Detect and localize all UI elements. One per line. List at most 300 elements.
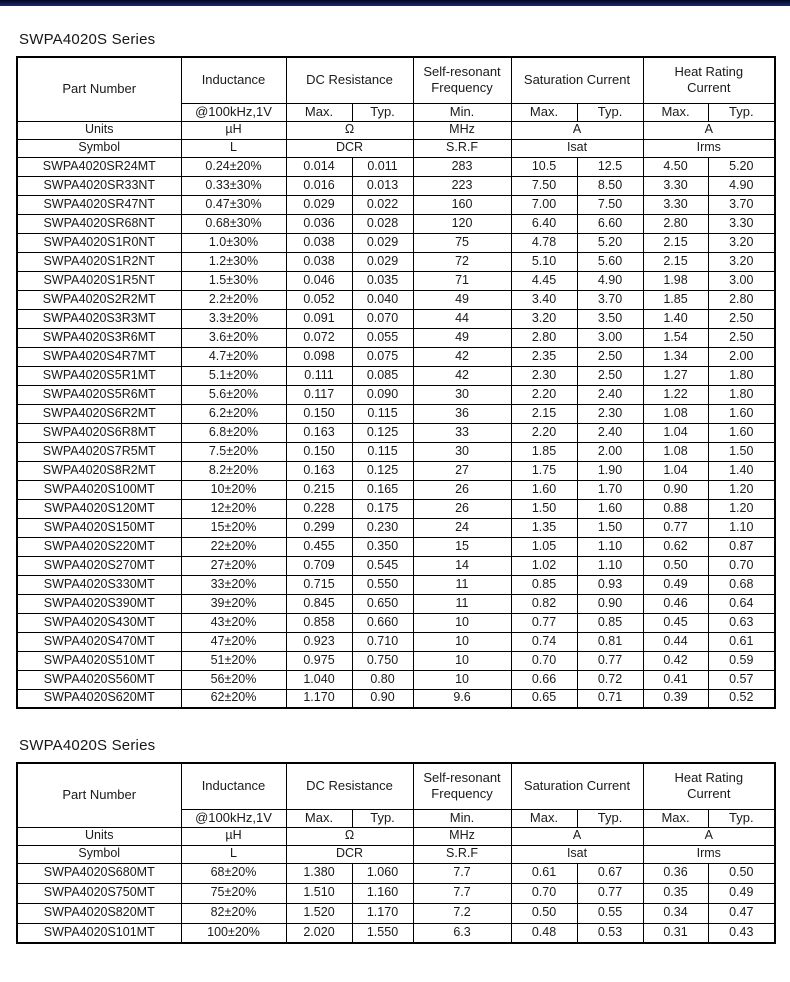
value-cell: 1.75 <box>511 461 577 480</box>
value-cell: 0.165 <box>352 480 413 499</box>
value-cell: 1.60 <box>577 499 643 518</box>
unit-inductance: µH <box>181 121 286 139</box>
value-cell: 0.115 <box>352 404 413 423</box>
page-content <box>0 31 790 944</box>
value-cell: 30 <box>413 385 511 404</box>
value-cell: 0.075 <box>352 347 413 366</box>
subheader-dcr-typ: Typ. <box>352 103 413 121</box>
value-cell: 1.040 <box>286 670 352 689</box>
value-cell: 0.858 <box>286 613 352 632</box>
value-cell: 2.20 <box>511 423 577 442</box>
value-cell: 0.31 <box>643 923 708 943</box>
value-cell: 0.545 <box>352 556 413 575</box>
value-cell: 1.060 <box>352 863 413 883</box>
value-cell: 15±20% <box>181 518 286 537</box>
value-cell: 72 <box>413 252 511 271</box>
value-cell: 1.08 <box>643 404 708 423</box>
value-cell: 0.111 <box>286 366 352 385</box>
unit-isat: A <box>511 121 643 139</box>
value-cell: 0.150 <box>286 442 352 461</box>
value-cell: 1.05 <box>511 537 577 556</box>
value-cell: 3.30 <box>708 214 775 233</box>
unit-inductance: µH <box>181 827 286 845</box>
value-cell: 2.2±20% <box>181 290 286 309</box>
value-cell: 7.00 <box>511 195 577 214</box>
table-row <box>17 670 775 689</box>
symbol-irms: Irms <box>643 139 775 157</box>
value-cell: 1.85 <box>511 442 577 461</box>
value-cell: 2.15 <box>643 252 708 271</box>
part-number-cell: SWPA4020S390MT <box>17 594 181 613</box>
value-cell: 0.115 <box>352 442 413 461</box>
value-cell: 0.52 <box>708 689 775 708</box>
table-header <box>17 57 775 157</box>
value-cell: 0.70 <box>511 883 577 903</box>
value-cell: 0.64 <box>708 594 775 613</box>
value-cell: 0.845 <box>286 594 352 613</box>
value-cell: 0.24±20% <box>181 157 286 176</box>
symbol-irms: Irms <box>643 845 775 863</box>
value-cell: 3.20 <box>708 233 775 252</box>
value-cell: 49 <box>413 290 511 309</box>
value-cell: 0.550 <box>352 575 413 594</box>
part-number-cell: SWPA4020S560MT <box>17 670 181 689</box>
table-row <box>17 461 775 480</box>
value-cell: 6.2±20% <box>181 404 286 423</box>
table-row <box>17 903 775 923</box>
value-cell: 7.2 <box>413 903 511 923</box>
value-cell: 0.50 <box>511 903 577 923</box>
value-cell: 1.27 <box>643 366 708 385</box>
value-cell: 7.7 <box>413 883 511 903</box>
value-cell: 3.70 <box>577 290 643 309</box>
value-cell: 0.80 <box>352 670 413 689</box>
value-cell: 2.50 <box>708 309 775 328</box>
value-cell: 0.660 <box>352 613 413 632</box>
table-row <box>17 252 775 271</box>
value-cell: 0.39 <box>643 689 708 708</box>
section-title: SWPA4020S Series <box>19 31 156 48</box>
value-cell: 0.63 <box>708 613 775 632</box>
value-cell: 0.228 <box>286 499 352 518</box>
value-cell: 0.35 <box>643 883 708 903</box>
part-number-cell: SWPA4020S100MT <box>17 480 181 499</box>
col-header-inductance: Inductance <box>181 763 286 809</box>
value-cell: 10.5 <box>511 157 577 176</box>
value-cell: 0.70 <box>511 651 577 670</box>
value-cell: 0.82 <box>511 594 577 613</box>
subheader-dcr-typ: Typ. <box>352 809 413 827</box>
value-cell: 0.016 <box>286 176 352 195</box>
value-cell: 0.750 <box>352 651 413 670</box>
value-cell: 0.029 <box>352 252 413 271</box>
value-cell: 0.710 <box>352 632 413 651</box>
value-cell: 15 <box>413 537 511 556</box>
part-number-cell: SWPA4020S3R3MT <box>17 309 181 328</box>
table-row <box>17 404 775 423</box>
value-cell: 10 <box>413 632 511 651</box>
part-number-cell: SWPA4020S470MT <box>17 632 181 651</box>
value-cell: 223 <box>413 176 511 195</box>
value-cell: 0.036 <box>286 214 352 233</box>
subheader-irms-typ: Typ. <box>708 809 775 827</box>
col-header-dc-resistance: DC Resistance <box>286 57 413 103</box>
value-cell: 0.052 <box>286 290 352 309</box>
symbol-label: Symbol <box>17 845 181 863</box>
part-number-cell: SWPA4020S120MT <box>17 499 181 518</box>
value-cell: 160 <box>413 195 511 214</box>
value-cell: 2.020 <box>286 923 352 943</box>
table-row <box>17 233 775 252</box>
unit-irms: A <box>643 121 775 139</box>
part-number-cell: SWPA4020S680MT <box>17 863 181 883</box>
table-row <box>17 195 775 214</box>
part-number-cell: SWPA4020SR68NT <box>17 214 181 233</box>
value-cell: 0.150 <box>286 404 352 423</box>
value-cell: 1.70 <box>577 480 643 499</box>
value-cell: 120 <box>413 214 511 233</box>
value-cell: 0.040 <box>352 290 413 309</box>
value-cell: 1.510 <box>286 883 352 903</box>
subheader-dcr-max: Max. <box>286 809 352 827</box>
value-cell: 10±20% <box>181 480 286 499</box>
table-row <box>17 883 775 903</box>
value-cell: 9.6 <box>413 689 511 708</box>
table-row <box>17 157 775 176</box>
value-cell: 26 <box>413 480 511 499</box>
value-cell: 0.66 <box>511 670 577 689</box>
value-cell: 0.028 <box>352 214 413 233</box>
value-cell: 30 <box>413 442 511 461</box>
value-cell: 1.50 <box>708 442 775 461</box>
part-number-cell: SWPA4020S5R6MT <box>17 385 181 404</box>
value-cell: 1.170 <box>286 689 352 708</box>
units-label: Units <box>17 121 181 139</box>
page-top-bar <box>0 0 790 6</box>
table-row <box>17 480 775 499</box>
value-cell: 12.5 <box>577 157 643 176</box>
value-cell: 0.85 <box>577 613 643 632</box>
col-header-srf: Self-resonant Frequency <box>413 57 511 103</box>
table-row <box>17 632 775 651</box>
value-cell: 11 <box>413 575 511 594</box>
part-number-cell: SWPA4020S6R2MT <box>17 404 181 423</box>
value-cell: 0.61 <box>708 632 775 651</box>
value-cell: 0.74 <box>511 632 577 651</box>
value-cell: 51±20% <box>181 651 286 670</box>
value-cell: 1.520 <box>286 903 352 923</box>
value-cell: 0.47 <box>708 903 775 923</box>
value-cell: 1.60 <box>708 404 775 423</box>
table-row <box>17 594 775 613</box>
table-row <box>17 214 775 233</box>
table-row <box>17 366 775 385</box>
value-cell: 49 <box>413 328 511 347</box>
symbol-inductance: L <box>181 139 286 157</box>
value-cell: 0.455 <box>286 537 352 556</box>
value-cell: 3.20 <box>511 309 577 328</box>
table-row <box>17 923 775 943</box>
table-header <box>17 763 775 863</box>
value-cell: 0.035 <box>352 271 413 290</box>
value-cell: 1.22 <box>643 385 708 404</box>
value-cell: 1.90 <box>577 461 643 480</box>
value-cell: 27 <box>413 461 511 480</box>
value-cell: 0.68 <box>708 575 775 594</box>
col-header-saturation-current: Saturation Current <box>511 763 643 809</box>
value-cell: 2.50 <box>577 347 643 366</box>
value-cell: 0.022 <box>352 195 413 214</box>
spec-table-1 <box>16 56 776 709</box>
part-number-cell: SWPA4020S6R8MT <box>17 423 181 442</box>
col-header-part-number: Part Number <box>17 763 181 827</box>
value-cell: 0.029 <box>352 233 413 252</box>
value-cell: 0.715 <box>286 575 352 594</box>
value-cell: 1.98 <box>643 271 708 290</box>
value-cell: 1.5±30% <box>181 271 286 290</box>
value-cell: 62±20% <box>181 689 286 708</box>
table-row <box>17 347 775 366</box>
value-cell: 0.014 <box>286 157 352 176</box>
col-header-heat-rating: Heat Rating Current <box>643 763 775 809</box>
value-cell: 0.68±30% <box>181 214 286 233</box>
subheader-isat-typ: Typ. <box>577 809 643 827</box>
value-cell: 2.80 <box>643 214 708 233</box>
value-cell: 0.85 <box>511 575 577 594</box>
value-cell: 3.30 <box>643 176 708 195</box>
table-row <box>17 385 775 404</box>
value-cell: 2.50 <box>708 328 775 347</box>
value-cell: 0.34 <box>643 903 708 923</box>
value-cell: 1.380 <box>286 863 352 883</box>
value-cell: 5.6±20% <box>181 385 286 404</box>
value-cell: 42 <box>413 366 511 385</box>
value-cell: 1.34 <box>643 347 708 366</box>
subheader-inductance-cond: @100kHz,1V <box>181 103 286 121</box>
value-cell: 26 <box>413 499 511 518</box>
spec-table-2 <box>16 762 776 944</box>
value-cell: 0.070 <box>352 309 413 328</box>
value-cell: 2.80 <box>708 290 775 309</box>
value-cell: 33±20% <box>181 575 286 594</box>
value-cell: 0.230 <box>352 518 413 537</box>
value-cell: 0.77 <box>511 613 577 632</box>
value-cell: 44 <box>413 309 511 328</box>
value-cell: 0.62 <box>643 537 708 556</box>
symbol-srf: S.R.F <box>413 139 511 157</box>
value-cell: 1.40 <box>708 461 775 480</box>
value-cell: 2.40 <box>577 385 643 404</box>
value-cell: 3.70 <box>708 195 775 214</box>
value-cell: 0.57 <box>708 670 775 689</box>
value-cell: 1.04 <box>643 461 708 480</box>
value-cell: 2.50 <box>577 366 643 385</box>
value-cell: 1.20 <box>708 480 775 499</box>
value-cell: 56±20% <box>181 670 286 689</box>
table-row <box>17 863 775 883</box>
value-cell: 4.50 <box>643 157 708 176</box>
value-cell: 1.20 <box>708 499 775 518</box>
value-cell: 4.90 <box>708 176 775 195</box>
part-number-cell: SWPA4020S1R5NT <box>17 271 181 290</box>
value-cell: 0.299 <box>286 518 352 537</box>
value-cell: 0.50 <box>708 863 775 883</box>
value-cell: 1.80 <box>708 385 775 404</box>
part-number-cell: SWPA4020S220MT <box>17 537 181 556</box>
part-number-cell: SWPA4020SR24MT <box>17 157 181 176</box>
table-row <box>17 442 775 461</box>
value-cell: 5.10 <box>511 252 577 271</box>
value-cell: 0.046 <box>286 271 352 290</box>
value-cell: 1.10 <box>577 556 643 575</box>
value-cell: 1.80 <box>708 366 775 385</box>
subheader-inductance-cond: @100kHz,1V <box>181 809 286 827</box>
value-cell: 1.0±30% <box>181 233 286 252</box>
table-row <box>17 271 775 290</box>
value-cell: 0.81 <box>577 632 643 651</box>
value-cell: 0.55 <box>577 903 643 923</box>
value-cell: 2.20 <box>511 385 577 404</box>
unit-srf: MHz <box>413 121 511 139</box>
part-number-cell: SWPA4020S620MT <box>17 689 181 708</box>
value-cell: 2.15 <box>643 233 708 252</box>
value-cell: 5.20 <box>577 233 643 252</box>
value-cell: 2.00 <box>577 442 643 461</box>
value-cell: 1.550 <box>352 923 413 943</box>
value-cell: 75±20% <box>181 883 286 903</box>
unit-srf: MHz <box>413 827 511 845</box>
value-cell: 0.71 <box>577 689 643 708</box>
value-cell: 3.20 <box>708 252 775 271</box>
subheader-irms-typ: Typ. <box>708 103 775 121</box>
subheader-isat-max: Max. <box>511 103 577 121</box>
value-cell: 0.029 <box>286 195 352 214</box>
value-cell: 4.78 <box>511 233 577 252</box>
subheader-dcr-max: Max. <box>286 103 352 121</box>
value-cell: 0.87 <box>708 537 775 556</box>
value-cell: 1.50 <box>577 518 643 537</box>
value-cell: 1.35 <box>511 518 577 537</box>
value-cell: 1.40 <box>643 309 708 328</box>
value-cell: 43±20% <box>181 613 286 632</box>
table-row <box>17 290 775 309</box>
value-cell: 6.8±20% <box>181 423 286 442</box>
value-cell: 1.160 <box>352 883 413 903</box>
value-cell: 0.42 <box>643 651 708 670</box>
value-cell: 2.80 <box>511 328 577 347</box>
value-cell: 1.10 <box>577 537 643 556</box>
symbol-dcr: DCR <box>286 845 413 863</box>
value-cell: 5.1±20% <box>181 366 286 385</box>
table-row <box>17 556 775 575</box>
value-cell: 11 <box>413 594 511 613</box>
value-cell: 7.50 <box>511 176 577 195</box>
value-cell: 0.77 <box>577 651 643 670</box>
value-cell: 0.163 <box>286 423 352 442</box>
value-cell: 0.90 <box>577 594 643 613</box>
table-row <box>17 328 775 347</box>
value-cell: 0.923 <box>286 632 352 651</box>
value-cell: 0.038 <box>286 252 352 271</box>
col-header-inductance: Inductance <box>181 57 286 103</box>
value-cell: 1.04 <box>643 423 708 442</box>
value-cell: 4.90 <box>577 271 643 290</box>
value-cell: 3.30 <box>643 195 708 214</box>
value-cell: 47±20% <box>181 632 286 651</box>
value-cell: 1.54 <box>643 328 708 347</box>
part-number-cell: SWPA4020S1R2NT <box>17 252 181 271</box>
value-cell: 1.2±30% <box>181 252 286 271</box>
value-cell: 0.098 <box>286 347 352 366</box>
part-number-cell: SWPA4020S1R0NT <box>17 233 181 252</box>
value-cell: 1.08 <box>643 442 708 461</box>
value-cell: 8.50 <box>577 176 643 195</box>
value-cell: 3.50 <box>577 309 643 328</box>
subheader-irms-max: Max. <box>643 103 708 121</box>
value-cell: 0.49 <box>643 575 708 594</box>
part-number-cell: SWPA4020S150MT <box>17 518 181 537</box>
value-cell: 68±20% <box>181 863 286 883</box>
col-header-heat-rating: Heat Rating Current <box>643 57 775 103</box>
unit-dcr: Ω <box>286 827 413 845</box>
value-cell: 0.77 <box>643 518 708 537</box>
value-cell: 0.65 <box>511 689 577 708</box>
value-cell: 0.45 <box>643 613 708 632</box>
table-body <box>17 863 775 943</box>
symbol-label: Symbol <box>17 139 181 157</box>
value-cell: 0.93 <box>577 575 643 594</box>
table-body <box>17 157 775 708</box>
value-cell: 1.170 <box>352 903 413 923</box>
col-header-srf: Self-resonant Frequency <box>413 763 511 809</box>
symbol-isat: Isat <box>511 845 643 863</box>
unit-dcr: Ω <box>286 121 413 139</box>
value-cell: 1.10 <box>708 518 775 537</box>
value-cell: 2.40 <box>577 423 643 442</box>
value-cell: 0.59 <box>708 651 775 670</box>
table-row <box>17 309 775 328</box>
value-cell: 0.215 <box>286 480 352 499</box>
value-cell: 1.50 <box>511 499 577 518</box>
value-cell: 3.00 <box>577 328 643 347</box>
value-cell: 0.975 <box>286 651 352 670</box>
symbol-isat: Isat <box>511 139 643 157</box>
value-cell: 3.3±20% <box>181 309 286 328</box>
value-cell: 8.2±20% <box>181 461 286 480</box>
value-cell: 0.41 <box>643 670 708 689</box>
value-cell: 0.013 <box>352 176 413 195</box>
table-row <box>17 176 775 195</box>
value-cell: 0.125 <box>352 461 413 480</box>
value-cell: 0.46 <box>643 594 708 613</box>
value-cell: 0.88 <box>643 499 708 518</box>
value-cell: 7.5±20% <box>181 442 286 461</box>
value-cell: 0.48 <box>511 923 577 943</box>
value-cell: 0.709 <box>286 556 352 575</box>
value-cell: 42 <box>413 347 511 366</box>
symbol-inductance: L <box>181 845 286 863</box>
table-row <box>17 613 775 632</box>
value-cell: 10 <box>413 651 511 670</box>
value-cell: 283 <box>413 157 511 176</box>
value-cell: 0.67 <box>577 863 643 883</box>
value-cell: 82±20% <box>181 903 286 923</box>
value-cell: 0.90 <box>352 689 413 708</box>
value-cell: 0.072 <box>286 328 352 347</box>
value-cell: 4.7±20% <box>181 347 286 366</box>
value-cell: 10 <box>413 613 511 632</box>
value-cell: 0.72 <box>577 670 643 689</box>
